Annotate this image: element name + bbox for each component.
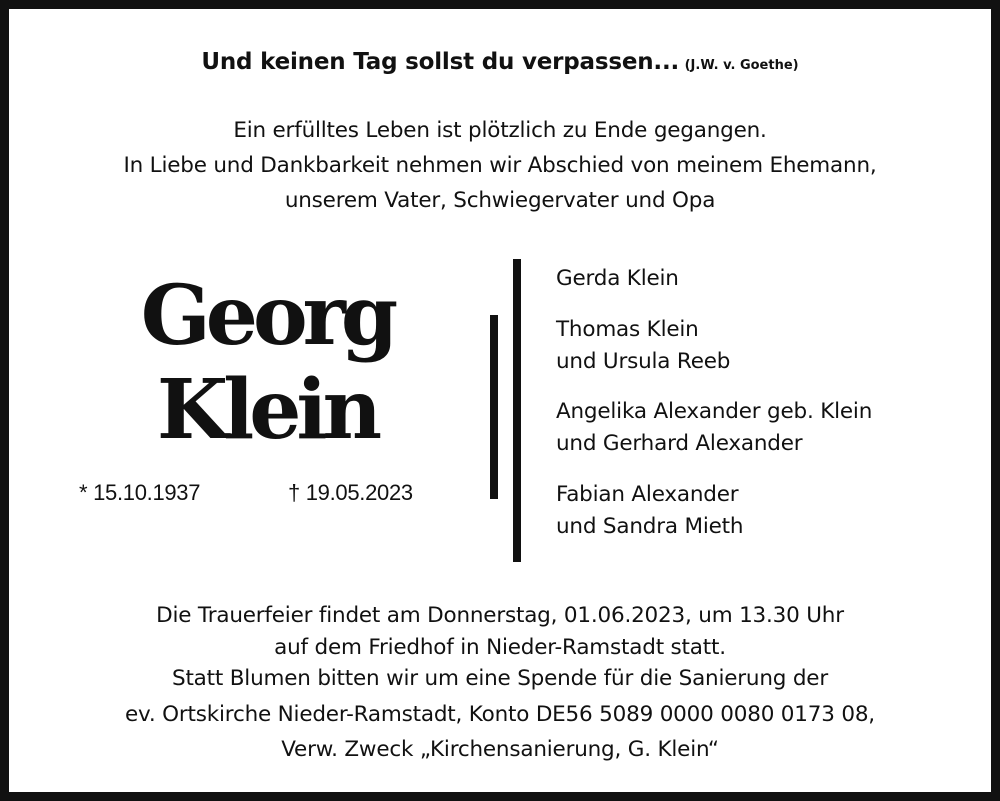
mourner-name: und Gerhard Alexander: [556, 431, 803, 456]
mourner-name: Gerda Klein: [556, 266, 679, 291]
donation-notice-line: Statt Blumen bitten wir um eine Spende für die Sanierung der: [172, 666, 828, 691]
death-date: † 19.05.2023: [288, 480, 413, 505]
mourner-name: und Sandra Mieth: [556, 514, 744, 539]
decorative-bar-short: [490, 315, 498, 499]
deceased-last-name: Klein: [156, 362, 378, 458]
mourner-name: Thomas Klein: [556, 317, 699, 342]
intro-line: In Liebe und Dankbarkeit nehmen wir Abschied von meinem Ehemann,: [123, 153, 877, 178]
funeral-notice-line: Die Trauerfeier findet am Donnerstag, 01.06.2023, um 13.30 Uhr: [156, 603, 844, 628]
mourner-name: und Ursula Reeb: [556, 349, 731, 374]
intro-line: unserem Vater, Schwiegervater und Opa: [284, 188, 716, 213]
mourner-name: Fabian Alexander: [556, 482, 739, 507]
mourner-name: Angelika Alexander geb. Klein: [556, 399, 873, 424]
birth-date: * 15.10.1937: [79, 480, 201, 505]
donation-notice-line: Verw. Zweck „Kirchensanierung, G. Klein“: [281, 737, 719, 762]
motto-quote: Und keinen Tag sollst du verpassen...: [201, 49, 680, 75]
donation-notice-line: ev. Ortskirche Nieder-Ramstadt, Konto DE56 5089 0000 0080 0173 08,: [125, 702, 875, 727]
funeral-notice-line: auf dem Friedhof in Nieder-Ramstadt statt.: [274, 635, 726, 660]
motto-line: [9, 49, 991, 75]
quote-author: (J.W. v. Goethe): [684, 58, 799, 73]
intro-line: Ein erfülltes Leben ist plötzlich zu Ende gegangen.: [233, 118, 767, 143]
decorative-bar-long: [513, 259, 521, 562]
deceased-first-name: Georg: [140, 268, 394, 364]
